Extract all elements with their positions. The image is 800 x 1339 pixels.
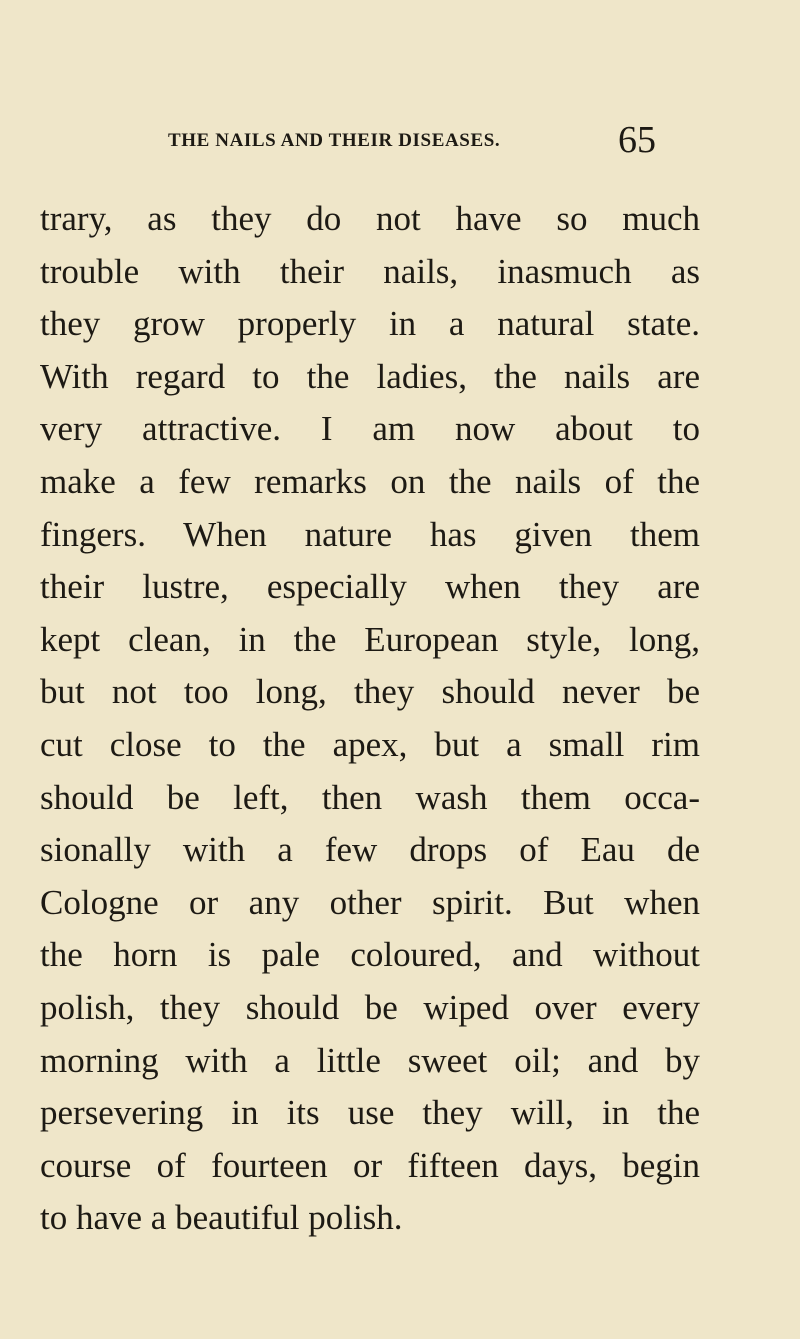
running-title: THE NAILS AND THEIR DISEASES. bbox=[168, 130, 501, 151]
body-text bbox=[40, 193, 700, 1245]
text-line: make a few remarks on the nails of the bbox=[40, 461, 700, 501]
text-line: With regard to the ladies, the nails are bbox=[40, 356, 700, 396]
text-line: to have a beautiful polish. bbox=[40, 1198, 403, 1238]
text-line: Cologne or any other spirit. But when bbox=[40, 882, 700, 922]
text-line: trary, as they do not have so much bbox=[40, 199, 700, 238]
running-head bbox=[168, 118, 688, 166]
text-line: very attractive. I am now about to bbox=[40, 409, 700, 449]
text-line: cut close to the apex, but a small rim bbox=[40, 724, 700, 764]
text-line: trouble with their nails, inasmuch as bbox=[40, 251, 700, 291]
text-line: their lustre, especially when they are bbox=[40, 567, 700, 607]
text-line: sionally with a few drops of Eau de bbox=[40, 830, 700, 870]
text-line: polish, they should be wiped over every bbox=[40, 987, 700, 1027]
text-line: the horn is pale coloured, and without bbox=[40, 935, 700, 975]
text-line: they grow properly in a natural state. bbox=[40, 304, 700, 344]
text-line: fingers. When nature has given them bbox=[40, 514, 700, 554]
text-line: persevering in its use they will, in the bbox=[40, 1093, 700, 1133]
text-line: course of fourteen or fifteen days, begin bbox=[40, 1145, 700, 1185]
text-line: morning with a little sweet oil; and by bbox=[40, 1040, 700, 1080]
page-number: 65 bbox=[618, 119, 656, 161]
text-line: but not too long, they should never be bbox=[40, 672, 700, 712]
text-line: kept clean, in the European style, long, bbox=[40, 619, 700, 659]
text-line: should be left, then wash them occa- bbox=[40, 777, 700, 817]
